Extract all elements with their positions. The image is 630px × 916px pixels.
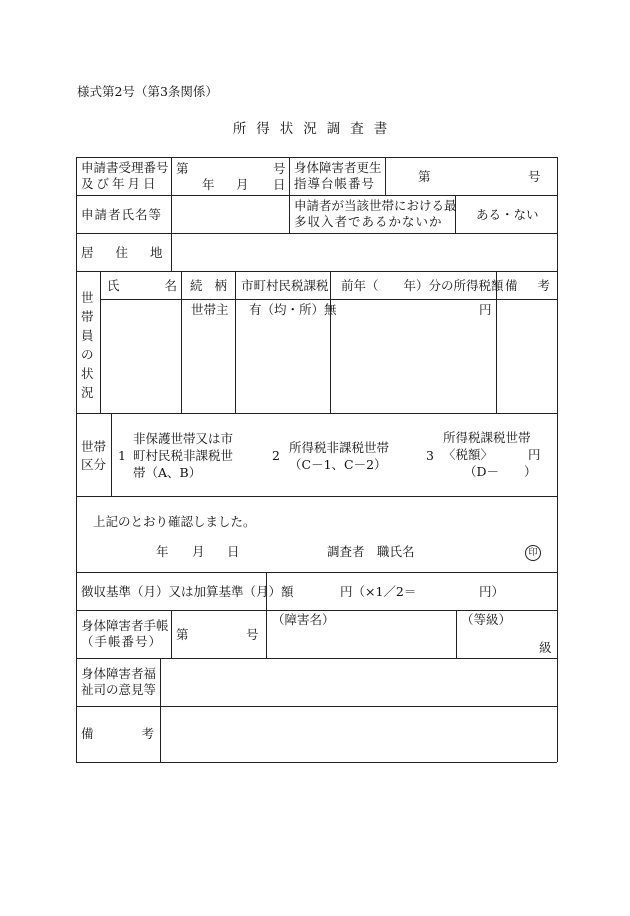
option-3-line1: 所得税課税世帯 bbox=[443, 430, 531, 445]
remarks-label: 備考 bbox=[81, 726, 154, 741]
standard-amount-value-right: 円） bbox=[479, 584, 505, 599]
max-income-label: 申請者が当該世帯における最 多収入者であるかないか bbox=[294, 198, 457, 230]
receipt-dai: 第 bbox=[176, 161, 189, 176]
header-relation: 続柄 bbox=[190, 278, 240, 293]
receipt-year: 年 bbox=[202, 177, 215, 192]
household-side-label: 世帯員の状況 bbox=[81, 290, 94, 400]
option-2-number: 2 bbox=[272, 448, 280, 463]
header-remarks: 備考 bbox=[505, 278, 571, 293]
option-3-unit: 円 bbox=[528, 447, 541, 462]
option-1-label: 非保護世帯又は市 町村民税非課税世 帯（A、B） bbox=[133, 431, 234, 480]
max-income-value: ある・ない bbox=[476, 207, 539, 222]
grade-unit: 級 bbox=[539, 640, 552, 655]
handbook-go: 号 bbox=[246, 627, 259, 642]
welfare-opinion-label: 身体障害者福 祉司の意見等 bbox=[81, 666, 157, 698]
disability-name-label: （障害名） bbox=[272, 612, 335, 627]
page-title: 所得状況調査書 bbox=[232, 121, 398, 137]
option-3-line3: （D－ ） bbox=[464, 464, 537, 479]
option-3-number: 3 bbox=[426, 448, 434, 463]
standard-amount-label: 徴収基準（月）又は加算基準（月）額 bbox=[81, 584, 294, 599]
header-tax: 市町村民税課税 bbox=[241, 278, 329, 293]
ledger-go: 号 bbox=[528, 169, 541, 184]
receipt-day: 日 bbox=[273, 177, 286, 192]
confirm-year: 年 bbox=[156, 544, 169, 559]
form-number-label: 様式第2号（第3条関係） bbox=[77, 84, 218, 99]
receipt-go: 号 bbox=[273, 161, 286, 176]
center-ledger-label: 身体障害者更生 指導台帳番号 bbox=[294, 160, 382, 192]
receipt-label: 申請書受理番号 及び年月日 bbox=[81, 160, 169, 192]
investigator-label: 調査者 職氏名 bbox=[327, 544, 415, 559]
head-income-unit: 円 bbox=[479, 302, 492, 317]
head-relation: 世帯主 bbox=[191, 302, 229, 317]
confirm-day: 日 bbox=[227, 544, 240, 559]
category-side-label: 世帯 区分 bbox=[81, 439, 107, 472]
confirm-month: 月 bbox=[192, 544, 205, 559]
handbook-label: 身体障害者手帳 （手帳番号） bbox=[81, 618, 169, 650]
seal-mark: 印 bbox=[525, 543, 541, 561]
handbook-dai: 第 bbox=[176, 627, 189, 642]
option-1-number: 1 bbox=[118, 448, 126, 463]
option-2-label: 所得税非課税世帯 （C－1、C－2） bbox=[289, 440, 390, 472]
standard-amount-value-left: 円（×1／2＝ bbox=[340, 584, 417, 599]
grade-label: （等級） bbox=[461, 612, 512, 627]
receipt-month: 月 bbox=[236, 177, 249, 192]
confirmation-text: 上記のとおり確認しました。 bbox=[93, 514, 256, 529]
option-3-line2: 〈税額〉 bbox=[443, 447, 494, 462]
head-tax-status: 有（均・所）無 bbox=[249, 302, 337, 317]
applicant-name-label: 申請者氏名等 bbox=[81, 207, 163, 222]
address-label: 居住地 bbox=[81, 245, 185, 260]
header-income: 前年（ 年）分の所得税額 bbox=[341, 278, 504, 293]
header-name: 氏名 bbox=[107, 278, 177, 293]
ledger-dai: 第 bbox=[418, 169, 431, 184]
